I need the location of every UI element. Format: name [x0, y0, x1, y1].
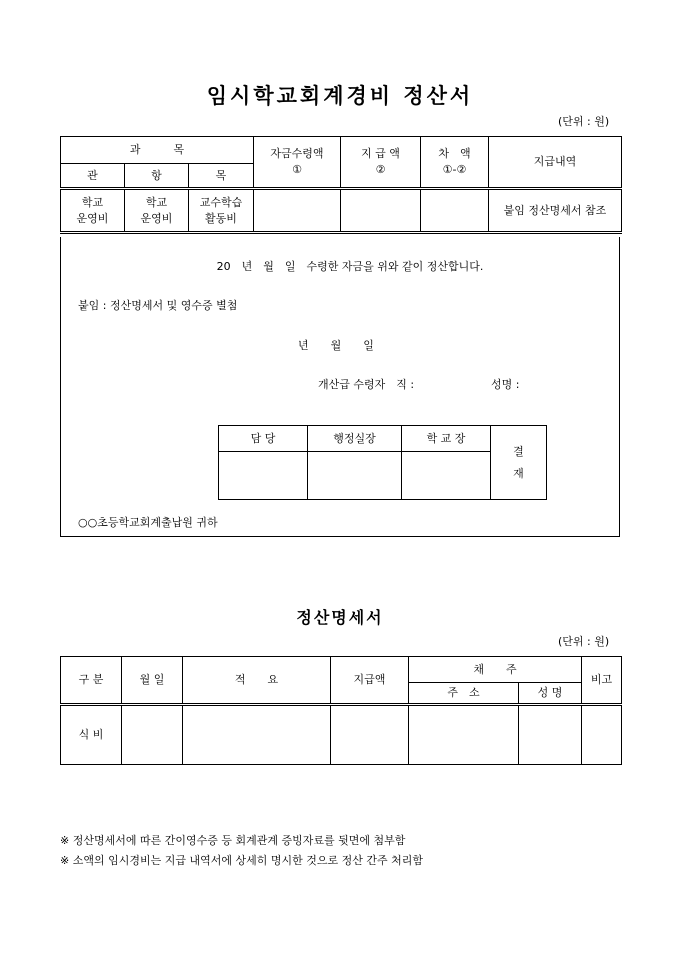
header-payment-detail: 지급내역 [489, 137, 622, 189]
cell-hang: 학교 운영비 [125, 189, 189, 233]
recipient-line: ○○초등학교회계출납원 귀하 [78, 516, 218, 529]
header-gwamok: 과 목 [61, 137, 254, 164]
settlement-table [60, 136, 622, 234]
header-hang: 항 [125, 164, 189, 189]
detail-cell-category: 식 비 [61, 705, 122, 765]
detail-cell-name [519, 705, 582, 765]
header-paid-amount: 지 급 액 ② [341, 137, 421, 189]
approval-principal-sign [402, 452, 491, 500]
detail-header-date: 월 일 [122, 657, 183, 705]
detail-unit-label: (단위 : 원) [558, 635, 610, 648]
attachment-note: 붙임 : 정산명세서 및 영수증 별첨 [78, 299, 238, 312]
approval-admin-header: 행정실장 [308, 426, 402, 452]
detail-cell-summary [183, 705, 331, 765]
cell-difference [421, 189, 489, 233]
unit-label: (단위 : 원) [558, 115, 610, 128]
detail-header-remark: 비고 [582, 657, 622, 705]
approval-table [218, 425, 547, 500]
cell-payment-detail: 붙임 정산명세서 참조 [489, 189, 622, 233]
header-mok: 목 [189, 164, 254, 189]
detail-header-creditor: 채 주 [409, 657, 582, 683]
detail-title: 정산명세서 [296, 608, 384, 627]
detail-header-name: 성 명 [519, 683, 582, 705]
header-gwan: 관 [61, 164, 125, 189]
note-1: ※ 정산명세서에 따른 간이영수증 등 회계관계 증빙자료를 뒷면에 첨부함 [60, 834, 406, 847]
date-line: 년 월 일 [298, 339, 374, 352]
detail-header-address: 주 소 [409, 683, 519, 705]
approval-label: 결 재 [491, 426, 547, 500]
detail-cell-amount [331, 705, 409, 765]
receiver-position: 개산급 수령자 직 : [318, 378, 415, 391]
detail-table [60, 656, 622, 765]
detail-header-category: 구 분 [61, 657, 122, 705]
detail-header-amount: 지급액 [331, 657, 409, 705]
document-title: 임시학교회계경비 정산서 [206, 83, 474, 108]
detail-cell-remark [582, 705, 622, 765]
detail-cell-address [409, 705, 519, 765]
approval-principal-header: 학 교 장 [402, 426, 491, 452]
cell-mok: 교수학습 활동비 [189, 189, 254, 233]
cell-paid-amount [341, 189, 421, 233]
note-2: ※ 소액의 임시경비는 지급 내역서에 상세히 명시한 것으로 정산 간주 처리함 [60, 854, 423, 867]
header-fund-received: 자금수령액 ① [254, 137, 341, 189]
approval-staff-header: 담 당 [219, 426, 308, 452]
cell-fund-received [254, 189, 341, 233]
statement-text: 20 년 월 일 수령한 자금을 위와 같이 정산합니다. [216, 260, 484, 273]
cell-gwan: 학교 운영비 [61, 189, 125, 233]
detail-header-summary: 적 요 [183, 657, 331, 705]
detail-cell-date [122, 705, 183, 765]
receiver-name: 성명 : [491, 378, 520, 391]
header-difference: 차 액 ①-② [421, 137, 489, 189]
approval-admin-sign [308, 452, 402, 500]
approval-staff-sign [219, 452, 308, 500]
